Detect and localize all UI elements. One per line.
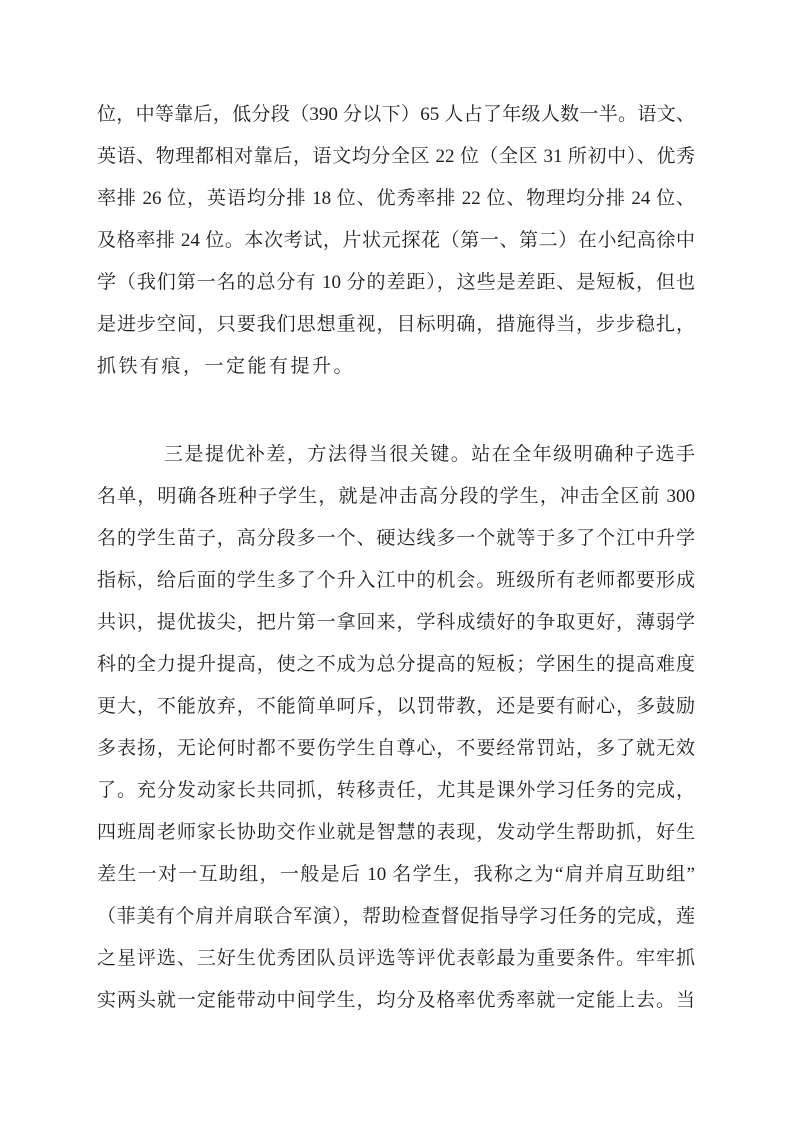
text-line: 更大，不能放弃，不能简单呵斥，以罚带教，还是要有耐心，多鼓励	[97, 696, 695, 717]
text-line: 科的全力提升提高，使之不成为总分提高的短板；学困生的提高难度	[97, 654, 695, 675]
text-line: （菲美有个肩并肩联合军演），帮助检查督促指导学习任务的完成，莲	[97, 906, 695, 927]
paragraph-1	[97, 94, 695, 388]
text-line: 是进步空间，只要我们思想重视，目标明确，措施得当，步步稳扎，	[97, 314, 695, 335]
text-line: 名的学生苗子，高分段多一个、硬达线多一个就等于多了个江中升学	[97, 528, 695, 549]
text-line: 之星评选、三好生优秀团队员评选等评优表彰最为重要条件。牢牢抓	[97, 948, 695, 969]
text-line: 三是提优补差，方法得当很关键。站在全年级明确种子选手	[164, 444, 695, 465]
text-line: 名单，明确各班种子学生，就是冲击高分段的学生，冲击全区前 300	[97, 486, 695, 507]
text-line: 差生一对一互助组，一般是后 10 名学生，我称之为“肩并肩互助组”	[97, 864, 695, 885]
text-line: 位，中等靠后，低分段（390 分以下）65 人占了年级人数一半。语文、	[97, 104, 695, 125]
text-line: 英语、物理都相对靠后，语文均分全区 22 位（全区 31 所初中）、优秀	[97, 146, 695, 167]
text-line: 四班周老师家长协助交作业就是智慧的表现，发动学生帮助抓，好生	[97, 822, 695, 843]
document-text-block	[97, 94, 695, 1022]
text-line: 指标，给后面的学生多了个升入江中的机会。班级所有老师都要形成	[97, 570, 695, 591]
text-line: 共识，提优拔尖，把片第一拿回来，学科成绩好的争取更好，薄弱学	[97, 612, 695, 633]
text-line: 了。充分发动家长共同抓，转移责任，尤其是课外学习任务的完成，	[97, 780, 695, 801]
text-line: 实两头就一定能带动中间学生，均分及格率优秀率就一定能上去。当	[97, 990, 695, 1011]
text-line: 学（我们第一名的总分有 10 分的差距），这些是差距、是短板，但也	[97, 272, 695, 293]
text-line: 多表扬，无论何时都不要伤学生自尊心，不要经常罚站，多了就无效	[97, 738, 695, 759]
text-line: 及格率排 24 位。本次考试，片状元探花（第一、第二）在小纪高徐中	[97, 230, 695, 251]
text-line: 抓铁有痕，一定能有提升。	[97, 356, 356, 377]
text-line: 率排 26 位，英语均分排 18 位、优秀率排 22 位、物理均分排 24 位、	[97, 188, 695, 209]
paragraph-2	[97, 434, 695, 1022]
